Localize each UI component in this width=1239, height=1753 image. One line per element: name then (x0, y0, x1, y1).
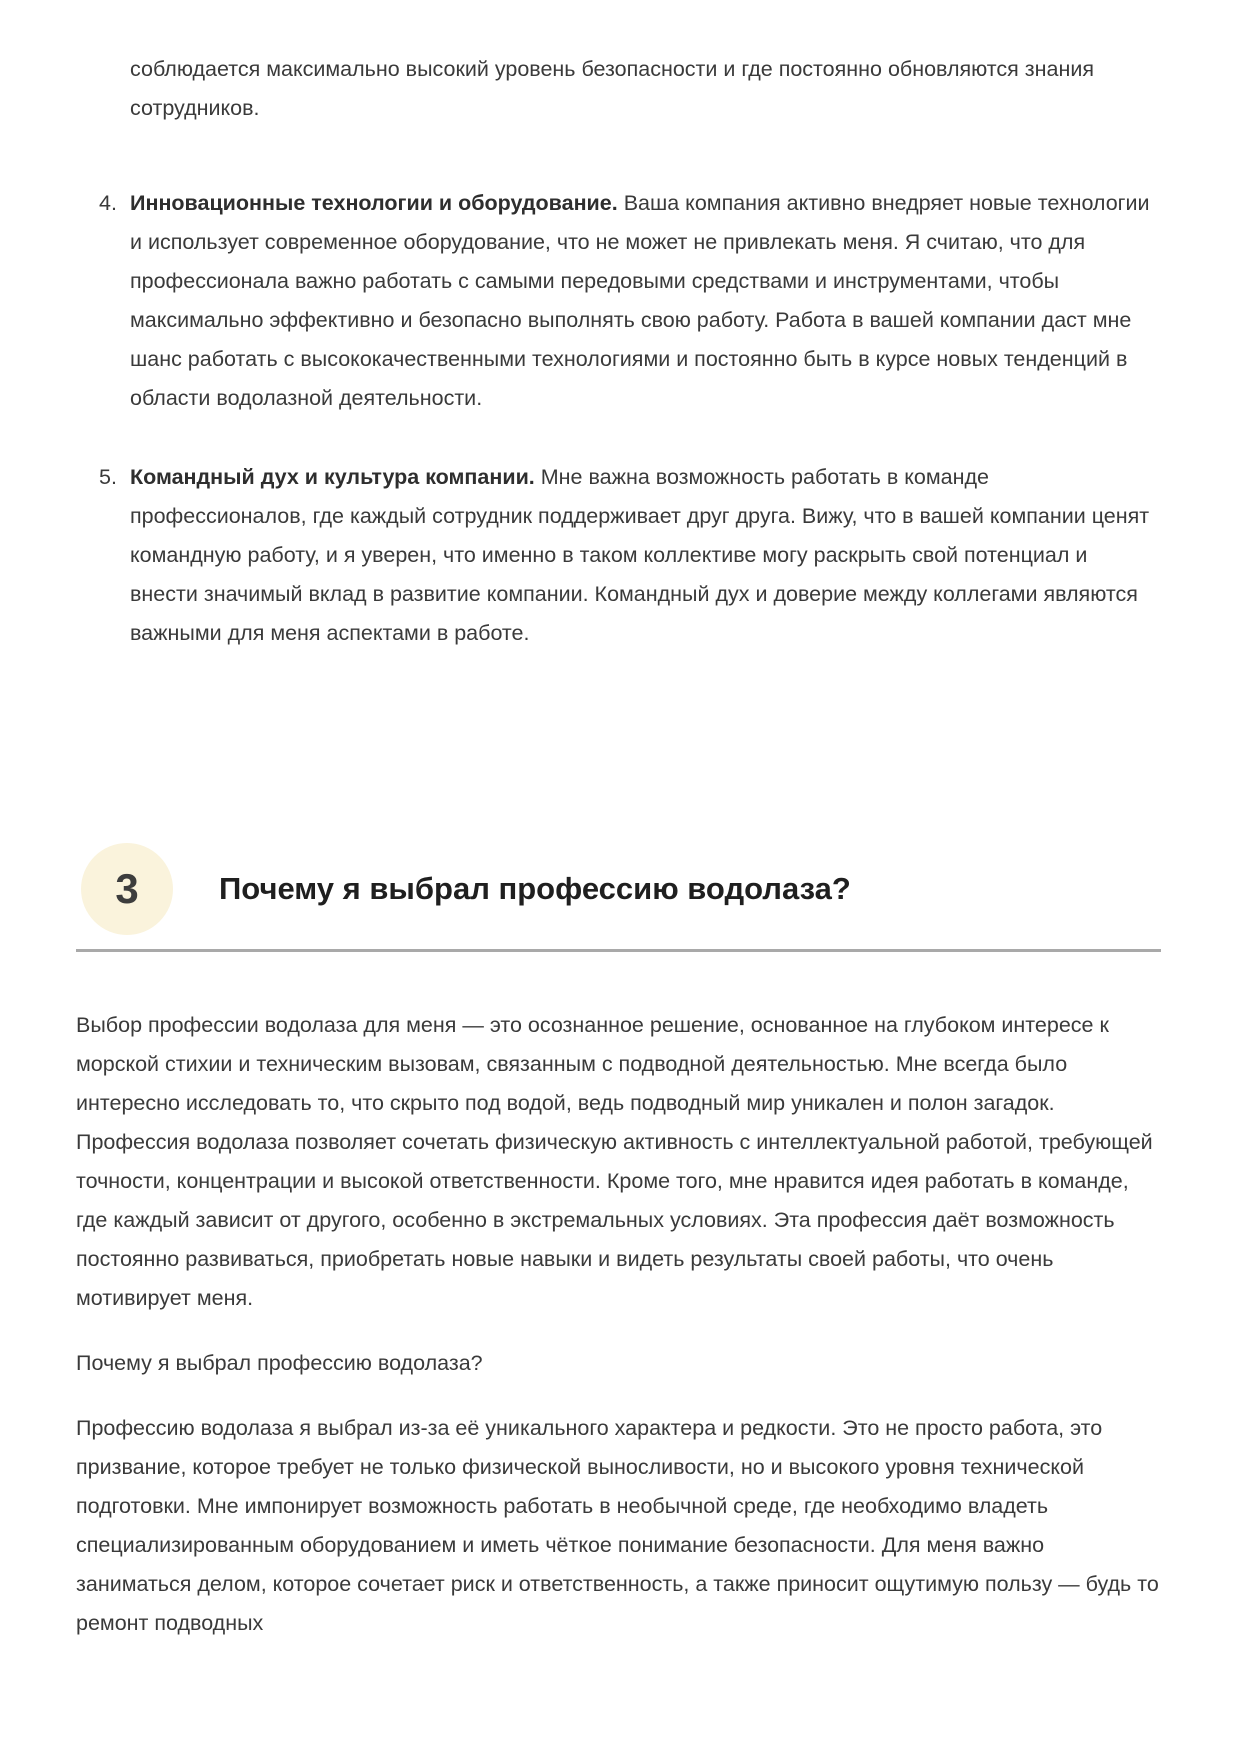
paragraph: Профессию водолаза я выбрал из-за её уникального характера и редкости. Это не просто работа, это призвание, которое требует не только физической выносливости, но и высокого уровня технической подготовки. Мне импонирует возможность работать в необычной среде, где необходимо владеть специализированным оборудованием и иметь чёткое понимание безопасности. Для меня важно заниматься делом, которое сочетает риск и ответственность, а также приносит ощутимую пользу — будь то ремонт подводных (76, 1416, 1159, 1635)
section-spacer (76, 693, 1161, 843)
list-item (99, 458, 1161, 653)
list-item-number: 4. (99, 191, 117, 215)
list-item-number: 5. (99, 465, 117, 489)
list-item-body (130, 184, 1161, 418)
list-item (99, 184, 1161, 418)
section-title: Почему я выбрал профессию водолаза? (219, 870, 851, 906)
section-header (81, 843, 1161, 935)
paragraph: Почему я выбрал профессию водолаза? (76, 1351, 483, 1375)
section-divider (76, 949, 1161, 952)
numbered-list (76, 184, 1161, 653)
list-item-description: Ваша компания активно внедряет новые технологии и использует современное оборудование, что не может не привлекать меня. Я считаю, что для профессионала важно работать с самыми передовыми средствами и инструментами, чтобы максимально эффективно и безопасно выполнять свою работу. Работа в вашей компании даст мне шанс работать с высококачественными технологиями и постоянно быть в курсе новых тенденций в области водолазной деятельности. (130, 191, 1150, 410)
list-item-title: Инновационные технологии и оборудование. (130, 191, 618, 215)
section-number-badge: 3 (81, 843, 173, 935)
list-item-body (130, 458, 1161, 653)
list-item-continuation-text: соблюдается максимально высокий уровень безопасности и где постоянно обновляются знания сотрудников. (130, 57, 1094, 120)
list-item-description: Мне важна возможность работать в команде профессионалов, где каждый сотрудник поддерживает друг друга. Вижу, что в вашей компании ценят командную работу, и я уверен, что именно в таком коллективе могу раскрыть свой потенциал и внести значимый вклад в развитие компании. Командный дух и доверие между коллегами являются важными для меня аспектами в работе. (130, 465, 1150, 645)
section-body (76, 1006, 1161, 1643)
paragraph: Выбор профессии водолаза для меня — это осознанное решение, основанное на глубоком интересе к морской стихии и техническим вызовам, связанным с подводной деятельностью. Мне всегда было интересно исследовать то, что скрыто под водой, ведь подводный мир уникален и полон загадок. Профессия водолаза позволяет сочетать физическую активность с интеллектуальной работой, требующей точности, концентрации и высокой ответственности. Кроме того, мне нравится идея работать в команде, где каждый зависит от другого, особенно в экстремальных условиях. Эта профессия даёт возможность постоянно развиваться, приобретать новые навыки и видеть результаты своей работы, что очень мотивирует меня. (76, 1013, 1153, 1310)
list-item-title: Командный дух и культура компании. (130, 465, 535, 489)
